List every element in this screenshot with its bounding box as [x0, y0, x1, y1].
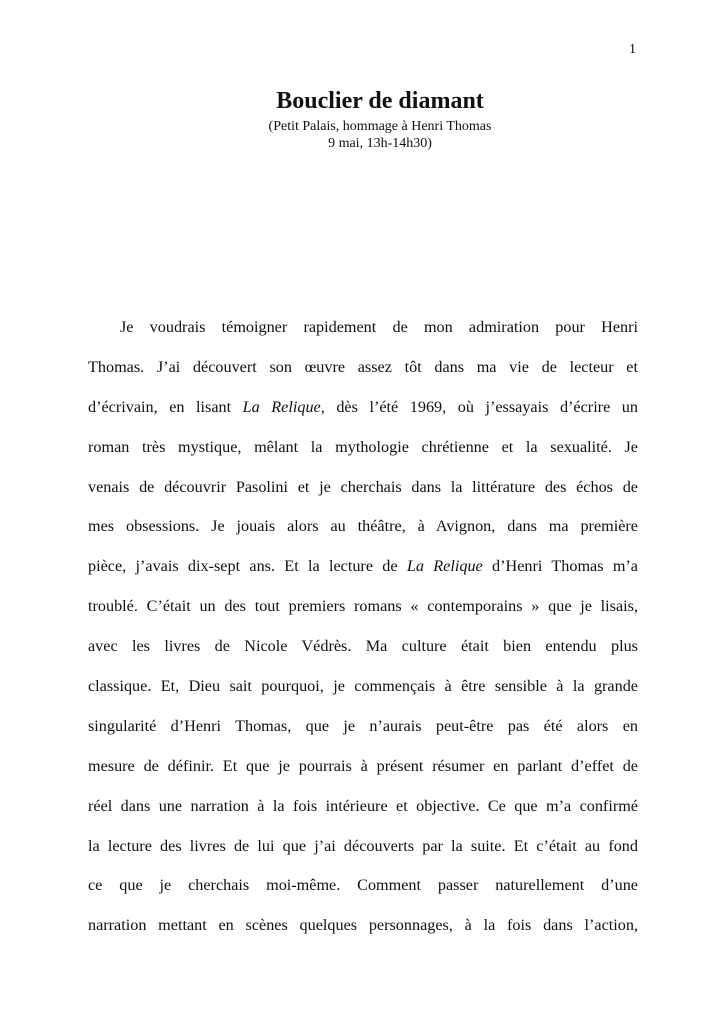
subtitle-line-1: (Petit Palais, hommage à Henri Thomas: [268, 119, 492, 134]
body-line-5: venais de découvrir Pasolini et je cherchais dans la littérature des échos de: [88, 477, 638, 496]
body-line-10: classique. Et, Dieu sait pourquoi, je commençais à être sensible à la grande: [88, 677, 638, 696]
body-line-3: [88, 388, 638, 428]
body-line-14: la lecture des livres de lui que j’ai découverts par la suite. Et c’était au fond: [88, 836, 638, 855]
body-line-4: roman très mystique, mêlant la mythologie chrétienne et la sexualité. Je: [88, 437, 638, 456]
title-block: [0, 84, 724, 152]
body-line-7: [88, 547, 638, 587]
document-title: Bouclier de diamant: [276, 88, 484, 114]
body-line-3-a: d’écrivain, en lisant: [88, 397, 243, 416]
body-line-7-a: pièce, j’avais dix-sept ans. Et la lecture de: [88, 557, 407, 576]
body-line-13: réel dans une narration à la fois intérieure et objective. Ce que m’a confirmé: [88, 796, 638, 815]
body-line-9: avec les livres de Nicole Védrès. Ma culture était bien entendu plus: [88, 637, 638, 656]
body-line-2: Thomas. J’ai découvert son œuvre assez tôt dans ma vie de lecteur et: [88, 357, 638, 376]
body-paragraph: [88, 308, 638, 946]
body-line-7-c: d’Henri Thomas m’a: [482, 557, 638, 576]
page-number: 1: [629, 42, 636, 57]
book-title-la-relique-2: La Relique: [406, 557, 483, 576]
body-line-16: narration mettant en scènes quelques personnages, à la fois dans l’action,: [88, 916, 638, 935]
body-line-3-c: , dès l’été 1969, où j’essayais d’écrire un: [320, 397, 638, 416]
body-line-15: ce que je cherchais moi-même. Comment passer naturellement d’une: [88, 876, 638, 895]
body-line-12: mesure de définir. Et que je pourrais à présent résumer en parlant d’effet de: [88, 756, 638, 775]
subtitle-line-2: 9 mai, 13h-14h30): [328, 136, 432, 151]
body-line-11: singularité d’Henri Thomas, que je n’aurais peut-être pas été alors en: [88, 716, 638, 735]
book-title-la-relique: La Relique: [242, 397, 321, 416]
body-line-6: mes obsessions. Je jouais alors au théâtre, à Avignon, dans ma première: [88, 517, 638, 536]
body-line-8: troublé. C’était un des tout premiers romans « contemporains » que je lisais,: [88, 597, 638, 616]
body-line-1: Je voudrais témoigner rapidement de mon admiration pour Henri: [120, 318, 638, 336]
